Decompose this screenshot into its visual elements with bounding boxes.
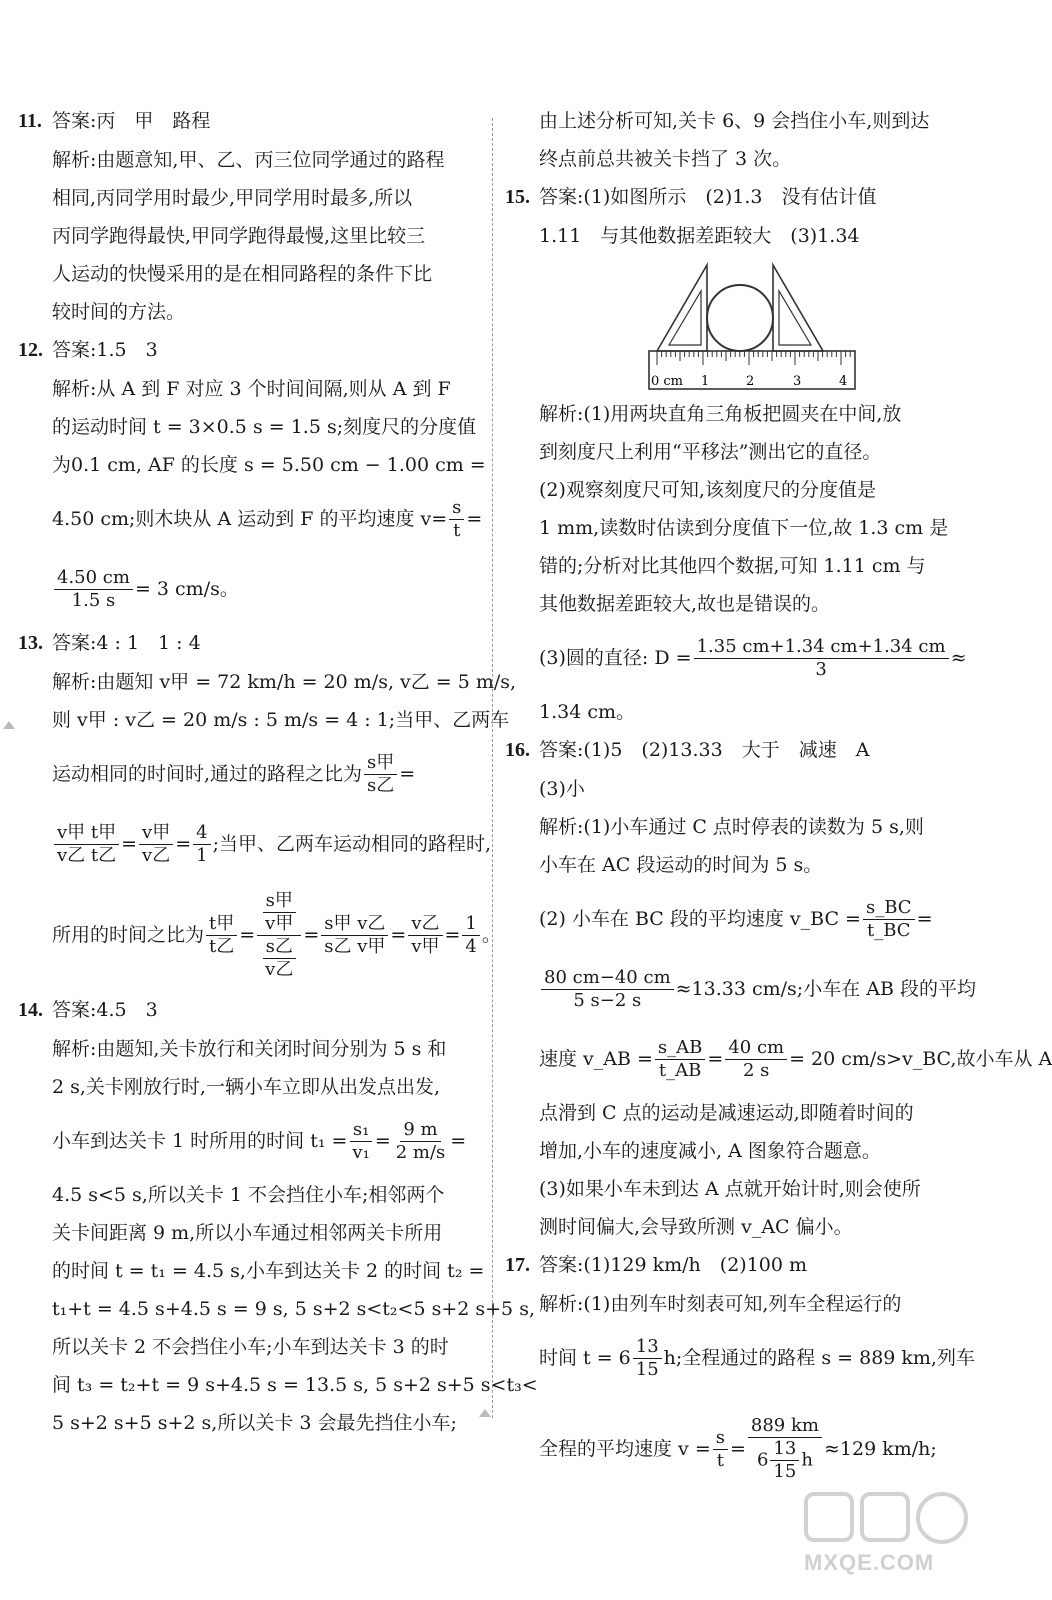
analysis-line: 运动相同的时间时,通过的路程之比为 $\frac{\text{s甲}}{\text{s乙}}$ = [52, 751, 416, 796]
answer-line: 答案:1.5 3 [52, 339, 158, 361]
question-13 [18, 630, 517, 985]
ruler-circle-diagram [641, 261, 857, 391]
analysis-line: 全程的平均速度 v = $\frac{s}{t}$ = 889 km 6 $\frac{13}{15}$ h ≈129 km/h; [539, 1415, 937, 1482]
ruler-label: 3 [793, 374, 802, 389]
fraction: $\frac{\text{s₁}}{\text{v₁}}$ [349, 1119, 372, 1164]
fraction: $\frac{1}{4}$ [462, 913, 479, 958]
fraction: $\frac{\text{s甲}}{\text{s乙}}$ [364, 752, 397, 797]
left-set-square-inner [669, 291, 701, 345]
fraction: $\frac{s\_BC}{t\_BC}$ [863, 897, 915, 942]
analysis-line: (2) 小车在 BC 段的平均速度 v_BC = $\frac{s\_BC}{t\_BC}$ = [539, 896, 933, 941]
ruler-label: 1 [701, 374, 710, 389]
question-12 [18, 337, 486, 618]
fraction: $\frac{40 cm}{2 s}$ [725, 1037, 787, 1082]
analysis-line: 的运动时间 t = 3×0.5 s = 1.5 s;刻度尺的分度值 [52, 416, 477, 438]
answer-line: 1.11 与其他数据差距较大 (3)1.34 [539, 225, 860, 247]
right-set-square [773, 265, 823, 351]
analysis-line: 测时间偏大,会导致所测 v_AC 偏小。 [539, 1216, 853, 1238]
analysis-line: 4.5 s<5 s,所以关卡 1 不会挡住小车;相邻两个 [52, 1184, 445, 1206]
fraction: $\frac{s\_AB}{t\_AB}$ [655, 1037, 705, 1082]
question-number: 13. [18, 632, 43, 654]
analysis-line: 解析:(1)小车通过 C 点时停表的读数为 5 s,则 [539, 816, 924, 838]
analysis-line: 解析:(1)用两块直角三角板把圆夹在中间,放 [539, 403, 902, 425]
analysis-line: 增加,小车的速度减小, A 图象符合题意。 [539, 1140, 881, 1162]
analysis-line: t₁+t = 4.5 s+4.5 s = 9 s, 5 s+2 s<t₂<5 s+2 s+5 s, [52, 1298, 535, 1320]
answer-line: 答案:(1)129 km/h (2)100 m [539, 1254, 808, 1276]
analysis-line: 较时间的方法。 [52, 301, 186, 323]
question-number: 15. [505, 186, 530, 208]
answer-line: (3)小 [539, 778, 585, 800]
analysis-line: (3)如果小车未到达 A 点就开始计时,则会使所 [539, 1178, 921, 1200]
analysis-line: $\frac{\text{v甲 t甲}}{\text{v乙 t乙}}$ = $\frac{\text{v甲}}{\text{v乙}}$ = $\frac{4}{1}$ ;当甲、乙两车运动相同的路程时, [18, 815, 480, 873]
analysis-line: (3)圆的直径: D = $\frac{1.35 cm+1.34 cm+1.34 cm}{3}$ ≈ [539, 635, 967, 680]
question-14-continued [505, 108, 975, 172]
watermark-logo-icon [800, 1488, 976, 1552]
question-11 [18, 108, 480, 325]
analysis-line: 相同,丙同学用时最少,甲同学用时最多,所以 [52, 187, 413, 209]
analysis-line: 2 s,关卡刚放行时,一辆小车立即从出发点出发, [52, 1076, 440, 1098]
analysis-line: 到刻度尺上利用“平移法”测出它的直径。 [539, 441, 882, 463]
fraction: $\frac{4}{1}$ [193, 822, 210, 867]
analysis-line: 解析:由题意知,甲、乙、丙三位同学通过的路程 [52, 149, 445, 171]
fraction: $\frac{\text{t甲}}{\text{t乙}}$ [206, 913, 237, 958]
analysis-line: 小车在 AC 段运动的时间为 5 s。 [539, 854, 823, 876]
analysis-line: 4.50 cm;则木块从 A 运动到 F 的平均速度 v= $\frac{s}{t}$ = [52, 496, 483, 541]
analysis-line: 终点前总共被关卡挡了 3 次。 [539, 148, 792, 170]
analysis-line: 的时间 t = t₁ = 4.5 s,小车到达关卡 2 的时间 t₂ = [52, 1260, 485, 1282]
analysis-line: 解析:由题知,关卡放行和关闭时间分别为 5 s 和 [52, 1038, 447, 1060]
analysis-line: 解析:由题知 v甲 = 72 km/h = 20 m/s, v乙 = 5 m/s, [52, 671, 517, 693]
question-number: 14. [18, 999, 43, 1021]
analysis-line: 时间 t = 6 $\frac{13}{15}$ h;全程通过的路程 s = 889 km,列车 [539, 1335, 975, 1380]
fraction: $\frac{\text{v甲}}{\text{v乙}}$ [139, 822, 173, 867]
question-number: 12. [18, 339, 43, 361]
analysis-line: 其他数据差距较大,故也是错误的。 [539, 593, 831, 615]
fraction: $\frac{\text{v甲 t甲}}{\text{v乙 t乙}}$ [54, 822, 119, 867]
analysis-line: $\frac{80 cm-40 cm}{5 s-2 s}$ ≈13.33 cm/s;小车在 AB 段的平均 [505, 960, 975, 1018]
question-16 [505, 737, 1052, 1240]
analysis-line: 5 s+2 s+5 s+2 s,所以关卡 3 会最先挡住小车; [52, 1412, 457, 1434]
analysis-line: 解析:从 A 到 F 对应 3 个时间间隔,则从 A 到 F [52, 378, 451, 400]
analysis-line: 速度 v_AB = $\frac{s\_AB}{t\_AB}$ = $\frac{40 cm}{2 s}$ = 20 cm/s>v_BC,故小车从 A [539, 1036, 1052, 1081]
decorative-mark-icon [478, 1408, 492, 1418]
column-divider [492, 118, 493, 1418]
answer-line: 答案:4 : 1 1 : 4 [52, 632, 201, 654]
fraction: $\frac{\text{s甲 v乙}}{\text{s乙 v甲}}$ [321, 913, 388, 958]
analysis-line: 解析:(1)由列车时刻表可知,列车全程运行的 [539, 1293, 902, 1315]
right-column [505, 108, 1052, 1511]
right-set-square-inner [779, 291, 811, 345]
analysis-line: 小车到达关卡 1 时所用的时间 t₁ = $\frac{\text{s₁}}{\text{v₁}}$ = $\frac{9 m}{2 m/s}$ = [52, 1118, 467, 1163]
watermark [800, 1488, 976, 1588]
fraction: $\frac{s}{t}$ [713, 1427, 728, 1472]
ruler-circle-figure [641, 261, 857, 391]
question-number: 16. [505, 739, 530, 761]
left-set-square [657, 265, 707, 351]
analysis-line: $\frac{4.50 cm}{1.5 s}$ = 3 cm/s。 [18, 560, 480, 618]
analysis-line: 丙同学跑得最快,甲同学跑得最慢,这里比较三 [52, 225, 426, 247]
fraction: $\frac{s}{t}$ [449, 497, 464, 542]
measured-circle [707, 285, 773, 351]
analysis-line: 错的;分析对比其他四个数据,可知 1.11 cm 与 [539, 555, 926, 577]
fraction: $\frac{9 m}{2 m/s}$ [395, 1118, 446, 1163]
answer-line: 答案:4.5 3 [52, 999, 158, 1021]
ruler-label: 2 [746, 374, 755, 389]
answer-line: 答案:(1)5 (2)13.33 大于 减速 A [539, 739, 870, 761]
ruler-ticks [657, 351, 850, 365]
analysis-line: 则 v甲 : v乙 = 20 m/s : 5 m/s = 4 : 1;当甲、乙两车 [52, 709, 510, 731]
analysis-line: 点滑到 C 点的运动是减速运动,即随着时间的 [539, 1102, 914, 1124]
analysis-line: 所用的时间之比为 $\frac{\text{t甲}}{\text{t乙}}$ = $\frac{\frac{\text{s甲}}{\text{v甲}}}{\frac{\text{s乙}}{\text{v乙}}}$ = $\frac{\text{s甲 v乙}}{\text{s乙 v甲}}$ = $\frac{\text{v乙}}{\text{v甲}}$ = $\frac{1}{4}$ 。 [52, 889, 501, 980]
decorative-mark-icon [2, 720, 16, 730]
analysis-line: (2)观察刻度尺可知,该刻度尺的分度值是 [539, 479, 876, 501]
analysis-line: 间 t₃ = t₂+t = 9 s+4.5 s = 13.5 s, 5 s+2 s+5 s<t₃< [52, 1374, 538, 1396]
question-number: 11. [18, 110, 42, 132]
watermark-text: MXQE.COM [804, 1550, 935, 1575]
fraction: $\frac{13}{15}$ [633, 1336, 662, 1381]
analysis-line: 为0.1 cm, AF 的长度 s = 5.50 cm − 1.00 cm = [52, 454, 486, 476]
fraction: $\frac{\text{v乙}}{\text{v甲}}$ [408, 913, 442, 958]
question-number: 17. [505, 1254, 530, 1276]
ruler-label: 4 [839, 374, 848, 389]
analysis-line: 由上述分析可知,关卡 6、9 会挡住小车,则到达 [539, 110, 930, 132]
analysis-line: 所以关卡 2 不会挡住小车;小车到达关卡 3 的时 [52, 1336, 449, 1358]
analysis-line: 人运动的快慢采用的是在相同路程的条件下比 [52, 263, 433, 285]
answer-line: 答案:丙 甲 路程 [52, 110, 211, 132]
ruler-label: 0 cm [651, 374, 684, 389]
fraction: $\frac{80 cm-40 cm}{5 s-2 s}$ [541, 967, 674, 1012]
fraction: $\frac{1.35 cm+1.34 cm+1.34 cm}{3}$ [694, 636, 949, 681]
question-15 [505, 184, 975, 725]
fraction: 889 km 6 $\frac{13}{15}$ h [748, 1415, 822, 1483]
analysis-line: 关卡间距离 9 m,所以小车通过相邻两关卡所用 [52, 1222, 443, 1244]
compound-fraction: $\frac{\frac{\text{s甲}}{\text{v甲}}}{\frac{\text{s乙}}{\text{v乙}}}$ [257, 890, 301, 981]
answer-line: 答案:(1)如图所示 (2)1.3 没有估计值 [539, 186, 877, 208]
analysis-line: 1.34 cm。 [539, 701, 636, 723]
fraction: $\frac{4.50 cm}{1.5 s}$ [54, 567, 133, 612]
analysis-line: 1 mm,读数时估读到分度值下一位,故 1.3 cm 是 [539, 517, 949, 539]
question-17 [505, 1252, 975, 1499]
